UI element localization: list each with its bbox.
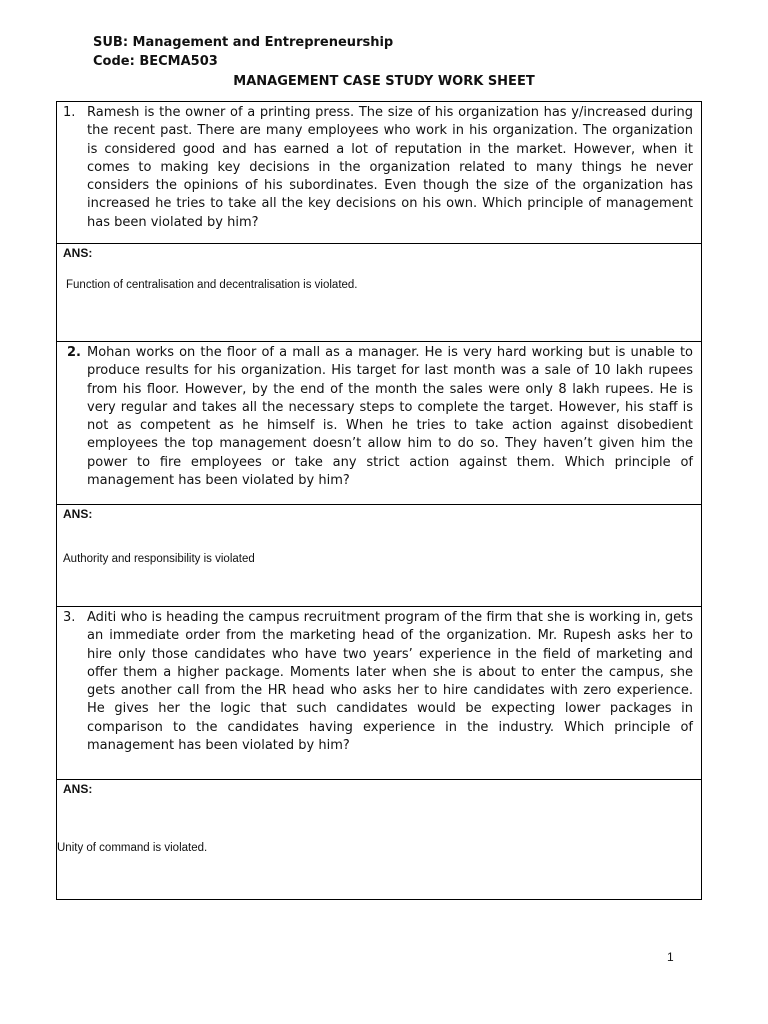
answer-text: Authority and responsibility is violated	[63, 553, 255, 565]
question-text: Ramesh is the owner of a printing press. The size of his organization has y/increased during the recent past. There are many employees who work in his organization. The organization is considered good and has earned a lot of reputation in the market. However, when it comes to making key decisions in the organization related to many things he never considers the opinions of his subordinates. Even though the size of the organization has increased he tries to take all the key decisions on his own. Which principle of management has been violated by him?	[87, 105, 693, 230]
question-2	[63, 344, 693, 490]
question-number: 2.	[67, 345, 81, 360]
worksheet-table	[56, 101, 702, 900]
question-1	[63, 104, 693, 232]
course-code: Code: BECMA503	[93, 54, 218, 69]
answer-label: ANS:	[63, 246, 93, 260]
subject-line: SUB: Management and Entrepreneurship	[93, 35, 394, 50]
answer-text: Function of centralisation and decentralisation is violated.	[66, 279, 358, 291]
question-cell	[57, 606, 701, 780]
answer-cell	[57, 504, 701, 607]
question-text: Mohan works on the floor of a mall as a manager. He is very hard working but is unable to produce results for his organization. His target for last month was a sale of 10 lakh rupees from his floor. However, by the end of the month the sales were only 8 lakh rupees. He is very regular and takes all the necessary steps to complete the target. However, his staff is not as competent as he himself is. When he tries to take action against disobedient employees the top management doesn’t allow him to do so. They haven’t given him the power to fire employees or take any strict action against them. Which principle of management has been violated by him?	[87, 345, 693, 489]
question-number: 1.	[63, 105, 76, 120]
question-number: 3.	[63, 610, 76, 625]
question-text: Aditi who is heading the campus recruitment program of the firm that she is working in, gets an immediate order from the marketing head of the organization. Mr. Rupesh asks her to hire only those candidates who have two years’ experience in the field of marketing and offer them a higher package. Moments later when she is about to enter the campus, she gets another call from the HR head who asks her to hire candidates with zero experience. He gives her the logic that such candidates would be expecting lower packages in comparison to the candidates having experience in the industry. Which principle of management has been violated by him?	[87, 610, 693, 754]
question-cell	[57, 341, 701, 505]
answer-text: Unity of command is violated.	[57, 842, 208, 854]
answer-label: ANS:	[63, 507, 93, 521]
worksheet-title: MANAGEMENT CASE STUDY WORK SHEET	[233, 74, 535, 89]
answer-cell	[57, 779, 701, 900]
page-number: 1	[667, 950, 674, 964]
answer-label: ANS:	[63, 782, 93, 796]
answer-cell	[57, 243, 701, 342]
question-3	[63, 609, 693, 755]
question-cell	[57, 102, 701, 243]
